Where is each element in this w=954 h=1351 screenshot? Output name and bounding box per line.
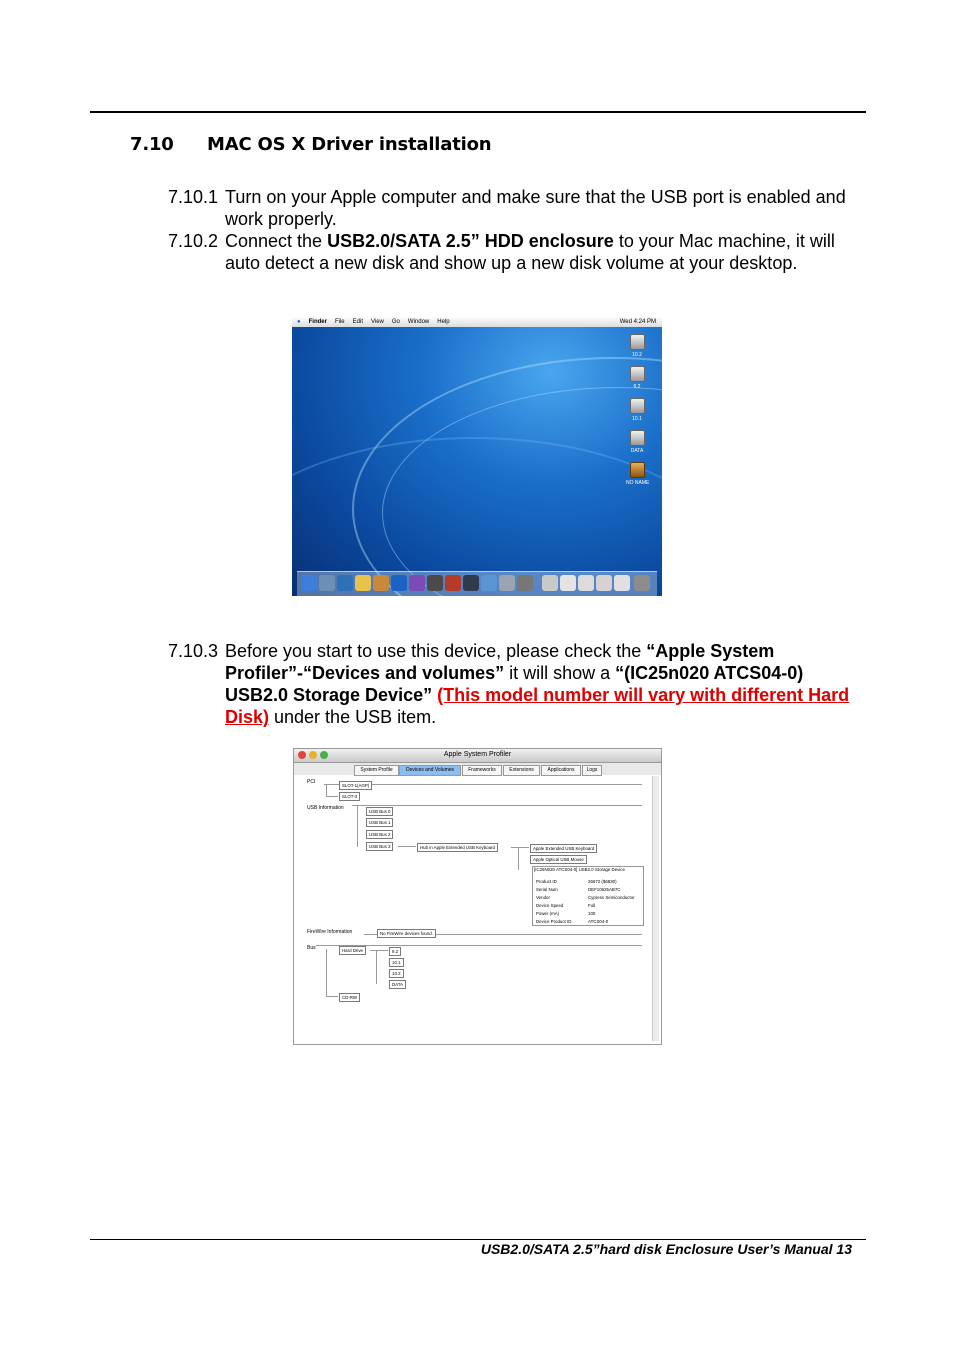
step-text [225, 230, 868, 274]
menu-clock: Wed 4:24 PM [619, 319, 656, 325]
folder-icon[interactable] [542, 575, 558, 591]
section-title: MAC OS X Driver installation [207, 134, 492, 155]
text-run: it will show a [504, 663, 616, 683]
menu-bar [292, 317, 662, 327]
system-profiler-screenshot [293, 748, 662, 1045]
detail-value: ATCS04-0 [588, 919, 609, 924]
volume-label: 10.1 [632, 416, 642, 422]
usb-information-label: USB Information [307, 805, 344, 811]
detail-key: Product ID [536, 879, 557, 884]
tab-applications[interactable]: Applications [541, 765, 581, 776]
dvd-player-icon[interactable] [445, 575, 461, 591]
apple-menu-icon[interactable]: ● [297, 319, 301, 325]
menu-help[interactable]: Help [437, 319, 450, 325]
step-7-10-1 [168, 186, 868, 230]
tree-line [511, 847, 529, 848]
firewire-value: No FireWire devices found. [377, 929, 436, 938]
header-rule [90, 111, 866, 113]
hard-drive-icon [630, 398, 645, 414]
scrollbar[interactable] [652, 776, 659, 1041]
detail-key: Device Speed [536, 903, 564, 908]
document-icon[interactable] [578, 575, 594, 591]
hard-drive-icon [630, 334, 645, 350]
volume-icon-9-2[interactable] [626, 366, 648, 390]
usb-bus-1[interactable]: USB Bus 1 [366, 818, 393, 827]
text-run: Connect the [225, 231, 328, 251]
usb-hub[interactable]: Hub in Apple Extended USB Keyboard [417, 843, 498, 852]
detail-row [536, 911, 596, 916]
tree-line [370, 950, 388, 951]
tab-frameworks[interactable]: Frameworks [462, 765, 502, 776]
red-note: (This model number will vary with different Hard Disk) [225, 685, 850, 727]
tab-system-profile[interactable]: System Profile [354, 765, 399, 776]
text-run: under the USB item. [269, 707, 437, 727]
trash-icon[interactable] [634, 575, 650, 591]
tree-line [326, 949, 327, 996]
tree-line [326, 996, 338, 997]
finder-icon[interactable] [301, 575, 317, 591]
detail-key: Serial Num [536, 887, 558, 892]
section-number: 7.10 [130, 134, 174, 155]
volume-icon-10-1[interactable] [626, 398, 648, 422]
mac-desktop-screenshot [292, 317, 662, 596]
address-book-icon[interactable] [373, 575, 389, 591]
itunes-icon[interactable] [409, 575, 425, 591]
bold-run: USB2.0/SATA 2.5” HDD enclosure [327, 231, 614, 251]
tree-line [326, 784, 327, 796]
tab-devices-and-volumes[interactable]: Devices and Volumes [399, 765, 461, 776]
footer-rule [90, 1239, 866, 1240]
step-7-10-3 [168, 640, 868, 728]
detail-value: Cypress Semiconductor [588, 895, 635, 900]
detail-key: Vendor [536, 895, 550, 900]
tree-line [398, 846, 416, 847]
usb-storage-device[interactable]: [IC25N020 ATCS04-0] USB2.0 Storage Device [534, 867, 625, 872]
tree-line [518, 847, 519, 870]
apple-icon[interactable] [499, 575, 515, 591]
usb-device-keyboard[interactable]: Apple Extended USB Keyboard [530, 844, 597, 853]
volume-icon-no-name[interactable] [626, 462, 648, 486]
menu-view[interactable]: View [370, 319, 384, 325]
document-icon[interactable] [560, 575, 576, 591]
step-7-10-2 [168, 230, 868, 274]
detail-row [536, 903, 596, 908]
tab-logs[interactable]: Logs [582, 765, 602, 776]
pci-slot-1[interactable]: SLOT-1(AGP) [339, 781, 372, 790]
detail-value: 100 [588, 911, 596, 916]
detail-value: Full [588, 903, 596, 908]
text-run: to your Mac machine, it will auto detect a new disk and show up a new disk volume at your desktop. [225, 231, 835, 273]
bold-run: “Apple System Profiler”-“Devices and volumes” [225, 641, 775, 683]
tree-line [376, 950, 377, 984]
detail-row [536, 919, 609, 924]
bus-label: Bus [307, 945, 316, 951]
mail-icon[interactable] [319, 575, 335, 591]
step-number: 7.10.3 [168, 641, 219, 661]
bus-hard-drive[interactable]: Hard Drive [339, 946, 366, 955]
detail-value: DEF10625AB7C [588, 887, 621, 892]
menu-file[interactable]: File [334, 319, 345, 325]
browser-icon[interactable] [337, 575, 353, 591]
pci-slot-3[interactable]: SLOT-3 [339, 792, 360, 801]
volume-label: DATA [630, 448, 644, 454]
detail-key: Device Product ID [536, 919, 572, 924]
step-number: 7.10.1 [168, 187, 219, 207]
page-footer: USB2.0/SATA 2.5”hard disk Enclosure User’s Manual 13 [480, 1241, 852, 1257]
divider [352, 805, 642, 806]
firewire-label: FireWire Information [307, 929, 353, 935]
pci-label: PCI [307, 779, 316, 785]
sherlock-icon[interactable] [355, 575, 371, 591]
step-number: 7.10.2 [168, 231, 219, 251]
utility-icon[interactable] [517, 575, 533, 591]
step-text: Turn on your Apple computer and make sure that the USB port is enabled and work properly. [225, 187, 846, 229]
usb-bus-3[interactable]: USB Bus 3 [366, 842, 393, 851]
section-heading [130, 134, 491, 155]
detail-row [536, 879, 617, 884]
tab-bar [294, 763, 661, 775]
detail-row [536, 895, 635, 900]
bus-cd-rw[interactable]: CD-RW [339, 993, 360, 1002]
bus-volume-data[interactable]: DATA [389, 980, 406, 989]
window-title: Apple System Profiler [443, 751, 512, 758]
storage-device-details [532, 866, 644, 926]
tab-extensions[interactable]: Extensions [503, 765, 540, 776]
usb-bus-2[interactable]: USB Bus 2 [366, 830, 393, 839]
bold-run: “(IC25n020 ATCS04-0) USB2.0 Storage Device” [225, 663, 804, 705]
document-icon[interactable] [596, 575, 612, 591]
text-run: Before you start to use this device, please check the [225, 641, 647, 661]
imovie-icon[interactable] [427, 575, 443, 591]
bus-volume-10-2[interactable]: 10.2 [389, 969, 404, 978]
menu-window[interactable]: Window [407, 319, 430, 325]
volume-label: 9.2 [633, 384, 641, 390]
detail-key: Power (mA) [536, 911, 560, 916]
step-text [225, 640, 868, 728]
menu-app[interactable]: Finder [308, 319, 327, 325]
menu-edit[interactable]: Edit [352, 319, 363, 325]
volume-label: 10.2 [632, 352, 642, 358]
volume-icon-10-2[interactable] [626, 334, 648, 358]
bus-volume-9-2[interactable]: 9.2 [389, 947, 401, 956]
tree-line [357, 805, 358, 847]
volume-label: NO NAME [626, 480, 650, 486]
usb-device-mouse[interactable]: Apple Optical USB Mouse [530, 855, 587, 864]
volume-icon-data[interactable] [626, 430, 648, 454]
window-titlebar [294, 749, 661, 763]
menu-go[interactable]: Go [391, 319, 400, 325]
detail-value: 26672 ($6830) [588, 879, 617, 884]
external-drive-icon [630, 462, 645, 478]
quicktime-icon[interactable] [463, 575, 479, 591]
tree-line [326, 796, 338, 797]
system-prefs-icon[interactable] [481, 575, 497, 591]
document-icon[interactable] [614, 575, 630, 591]
hard-drive-icon [630, 430, 645, 446]
detail-row [536, 887, 621, 892]
bus-volume-10-1[interactable]: 10.1 [389, 958, 404, 967]
dock [297, 571, 657, 596]
usb-bus-0[interactable]: USB Bus 0 [366, 807, 393, 816]
ie-icon[interactable] [391, 575, 407, 591]
hard-drive-icon [630, 366, 645, 382]
